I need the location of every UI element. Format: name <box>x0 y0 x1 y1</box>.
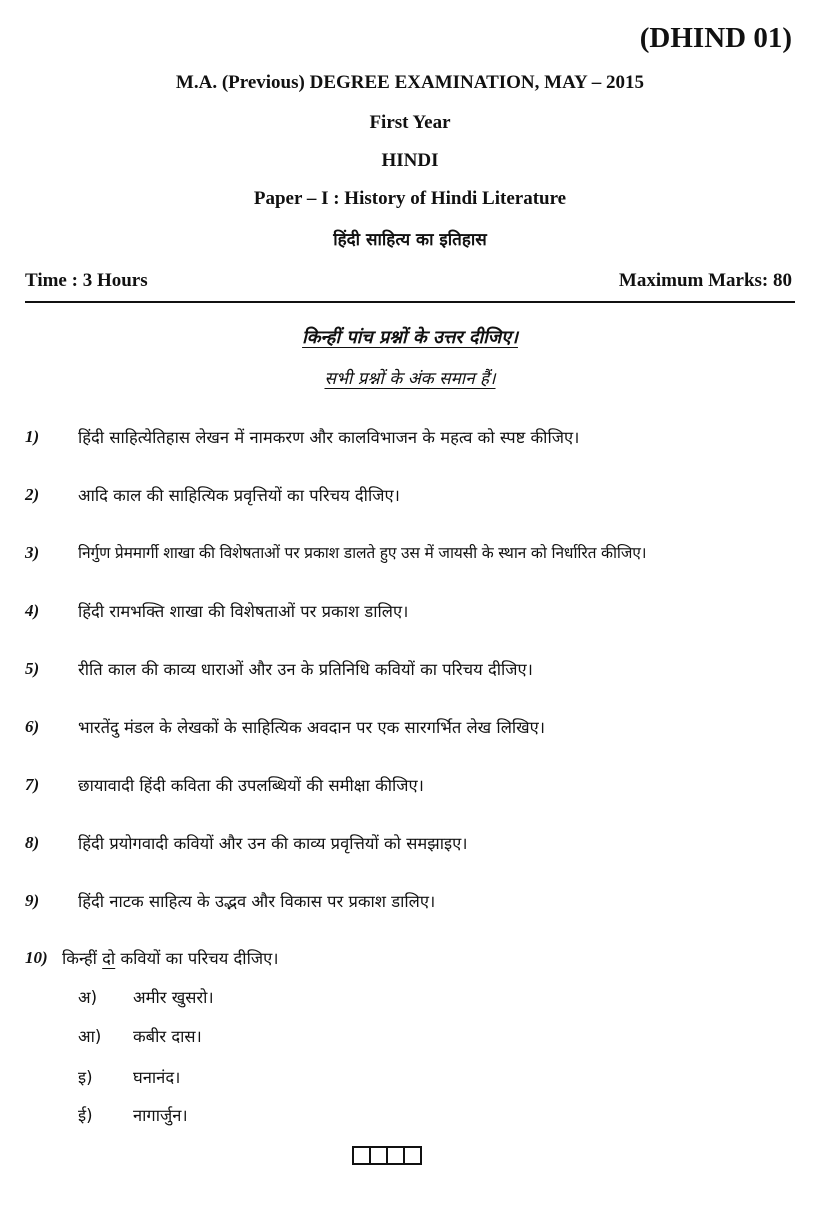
question-2 <box>0 481 820 511</box>
option-aa <box>0 1022 820 1052</box>
option-text: कबीर दास। <box>133 1027 202 1046</box>
paper-code: (DHIND 01) <box>639 22 792 54</box>
question-text: निर्गुण प्रेममार्गी शाखा की विशेषताओं पर प्रकाश डालते हुए उस में जायसी के स्थान को निर्धारित कीजिए। <box>78 544 647 562</box>
instruction-line-1: किन्हीं पांच प्रश्नों के उत्तर दीजिए। <box>302 327 518 348</box>
question-5 <box>0 655 820 685</box>
question-text: हिंदी साहित्येतिहास लेखन में नामकरण और कालविभाजन के महत्व को स्पष्ट कीजिए। <box>78 428 580 447</box>
option-label: इ) <box>78 1068 93 1087</box>
question-text: हिंदी प्रयोगवादी कवियों और उन की काव्य प्रवृत्तियों को समझाइए। <box>78 834 468 853</box>
question-text: भारतेंदु मंडल के लेखकों के साहित्यिक अवदान पर एक सारगर्भित लेख लिखिए। <box>78 718 546 737</box>
instruction-line-2: सभी प्रश्नों के अंक समान हैं। <box>324 369 496 389</box>
exam-year: First Year <box>369 112 451 133</box>
question-number: 1) <box>25 427 40 446</box>
option-a <box>0 983 820 1013</box>
question-text-post: कवियों का परिचय दीजिए। <box>115 949 279 968</box>
option-ii <box>0 1101 820 1131</box>
question-number: 7) <box>25 775 40 794</box>
paper-title-hindi: हिंदी साहित्य का इतिहास <box>333 230 487 250</box>
question-text: रीति काल की काव्य धाराओं और उन के प्रतिनिधि कवियों का परिचय दीजिए। <box>78 660 533 679</box>
option-label: ई) <box>78 1106 93 1125</box>
question-text <box>62 946 278 969</box>
question-text-pre: किन्हीं <box>62 949 103 968</box>
instruction-equal-marks <box>0 366 820 389</box>
question-8 <box>0 829 820 859</box>
question-text: हिंदी रामभक्ति शाखा की विशेषताओं पर प्रकाश डालिए। <box>78 602 409 621</box>
question-number: 5) <box>25 659 40 678</box>
question-text: आदि काल की साहित्यिक प्रवृत्तियों का परिचय दीजिए। <box>78 486 400 505</box>
option-i <box>0 1063 820 1093</box>
question-text: छायावादी हिंदी कविता की उपलब्धियों की समीक्षा कीजिए। <box>78 776 424 795</box>
paper-title: Paper – I : History of Hindi Literature <box>253 188 567 209</box>
question-9 <box>0 887 820 917</box>
question-number: 8) <box>25 833 40 852</box>
option-label: अ) <box>78 988 98 1007</box>
question-number: 9) <box>25 891 40 910</box>
instruction-answer-five <box>0 325 820 349</box>
question-number: 4) <box>25 601 40 620</box>
question-1 <box>0 423 820 453</box>
question-7 <box>0 771 820 801</box>
question-text-underlined: दो <box>102 949 116 968</box>
question-text: हिंदी नाटक साहित्य के उद्भव और विकास पर प्रकाश डालिए। <box>78 892 436 911</box>
option-text: घनानंद। <box>133 1068 181 1087</box>
option-label: आ) <box>78 1027 102 1046</box>
end-marker-boxes <box>352 1146 420 1165</box>
question-number: 10) <box>25 948 48 967</box>
option-text: नागार्जुन। <box>133 1106 188 1125</box>
question-number: 3) <box>25 543 40 562</box>
question-number: 2) <box>25 485 40 504</box>
question-number: 6) <box>25 717 40 736</box>
subject-title: HINDI <box>381 150 439 171</box>
exam-title: M.A. (Previous) DEGREE EXAMINATION, MAY – 2015 <box>175 72 645 93</box>
question-3 <box>0 539 820 569</box>
time-allowed: Time : 3 Hours <box>25 270 148 291</box>
option-text: अमीर खुसरो। <box>133 988 214 1007</box>
header-divider <box>25 301 795 303</box>
question-4 <box>0 597 820 627</box>
question-6 <box>0 713 820 743</box>
end-box <box>403 1146 422 1165</box>
question-10 <box>0 944 820 974</box>
maximum-marks: Maximum Marks: 80 <box>618 270 792 291</box>
